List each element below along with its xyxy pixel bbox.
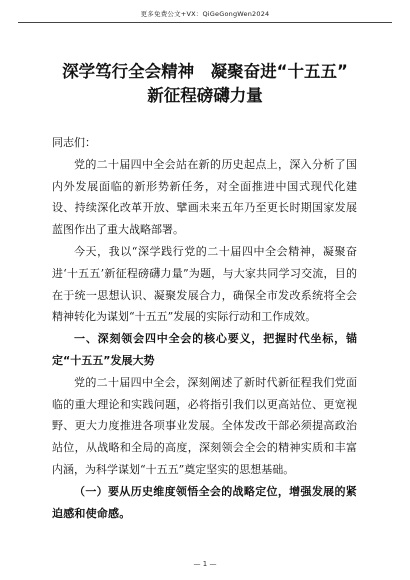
paragraph-intro: 党的二十届四中全会站在新的历史起点上，深入分析了国内外发展面临的新形势新任务，对全面推进中国式现代化建设、持续深化改革开放、擘画未来五年乃至更长时期国家发展蓝图作出了重大战略部署。	[52, 157, 357, 237]
subsection-heading-1: （一）要从历史维度领悟全会的战略定位，增强发展的紧迫感和使命感。	[52, 484, 357, 520]
title-line-1: 深学笃行全会精神 凝聚奋进“十五五”	[62, 62, 348, 81]
document-title	[0, 60, 410, 108]
page-number: — 1 —	[193, 560, 217, 568]
paragraph-purpose: 今天，我以“深学践行党的二十届四中全会精神，凝聚奋进‘十五五’新征程磅礴力量”为题，与大家共同学习交流，目的在于统一思想认识、凝聚发展合力，确保全市发改系统将全会精神转化为谋划“十五五”发展的实际行动和工作成效。	[52, 244, 357, 324]
section-heading-1: 一、深刻领会四中全会的核心要义，把握时代坐标，锚定“十五五”发展大势	[52, 332, 357, 367]
greeting: 同志们：	[52, 136, 96, 149]
header-divider	[18, 22, 392, 23]
document-body	[52, 132, 357, 524]
title-line-2: 新征程磅礴力量	[147, 86, 263, 105]
page-header: 更多免费公文+VX：QiGeGongWen2024	[140, 10, 270, 18]
paragraph-section-1: 党的二十届四中全会，深刻阐述了新时代新征程我们党面临的重大理论和实践问题，必将指引我们以更高站位、更宽视野、更大力度推进各项事业发展。全体发改干部必须提高政治站位，从战略和全局的高度，深刻领会全会的精神实质和丰富内涵，为科学谋划“十五五”奠定坚实的思想基础。	[52, 375, 357, 476]
